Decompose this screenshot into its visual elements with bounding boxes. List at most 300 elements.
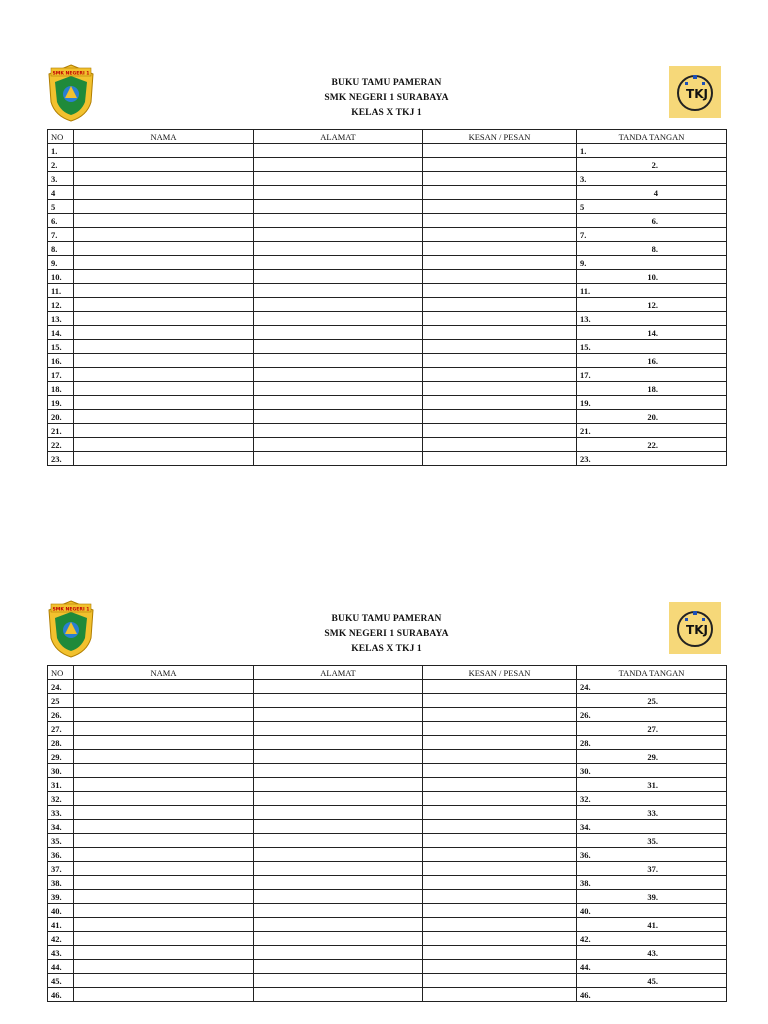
kesan-pesan-cell[interactable] <box>423 890 577 904</box>
table-row <box>48 946 727 960</box>
alamat-cell[interactable] <box>254 848 423 862</box>
no-cell: 16. <box>48 354 74 368</box>
alamat-cell[interactable] <box>254 242 423 256</box>
no-cell: 23. <box>48 452 74 466</box>
alamat-cell[interactable] <box>254 876 423 890</box>
kesan-pesan-cell[interactable] <box>423 298 577 312</box>
kesan-pesan-cell[interactable] <box>423 680 577 694</box>
school-name: SMK NEGERI 1 SURABAYA <box>324 629 449 639</box>
no-cell: 24. <box>48 680 74 694</box>
alamat-cell[interactable] <box>254 200 423 214</box>
kesan-pesan-cell[interactable] <box>423 452 577 466</box>
alamat-cell[interactable] <box>254 396 423 410</box>
alamat-cell[interactable] <box>254 750 423 764</box>
table-row <box>48 368 727 382</box>
alamat-cell[interactable] <box>254 918 423 932</box>
tanda-tangan-cell[interactable]: 11. <box>577 284 727 298</box>
no-cell: 34. <box>48 820 74 834</box>
table-row <box>48 820 727 834</box>
column-header-tanda-tangan: TANDA TANGAN <box>577 666 727 680</box>
no-cell: 18. <box>48 382 74 396</box>
table-row <box>48 284 727 298</box>
table-row <box>48 960 727 974</box>
no-cell: 32. <box>48 792 74 806</box>
alamat-cell[interactable] <box>254 326 423 340</box>
kesan-pesan-cell[interactable] <box>423 284 577 298</box>
table-row <box>48 932 727 946</box>
kesan-pesan-cell[interactable] <box>423 764 577 778</box>
alamat-cell[interactable] <box>254 340 423 354</box>
table-row <box>48 974 727 988</box>
alamat-cell[interactable] <box>254 312 423 326</box>
kesan-pesan-cell[interactable] <box>423 722 577 736</box>
table-row <box>48 256 727 270</box>
tanda-tangan-cell[interactable]: 14. <box>577 326 727 340</box>
kesan-pesan-cell[interactable] <box>423 778 577 792</box>
table-row <box>48 270 727 284</box>
tanda-tangan-cell[interactable]: 21. <box>577 424 727 438</box>
no-cell: 12. <box>48 298 74 312</box>
alamat-cell[interactable] <box>254 256 423 270</box>
nama-cell[interactable] <box>74 424 254 438</box>
kesan-pesan-cell[interactable] <box>423 340 577 354</box>
tanda-tangan-cell[interactable]: 7. <box>577 228 727 242</box>
alamat-cell[interactable] <box>254 708 423 722</box>
table-row <box>48 228 727 242</box>
alamat-cell[interactable] <box>254 736 423 750</box>
kesan-pesan-cell[interactable] <box>423 694 577 708</box>
alamat-cell[interactable] <box>254 368 423 382</box>
column-header-no: NO <box>48 130 74 144</box>
alamat-cell[interactable] <box>254 284 423 298</box>
alamat-cell[interactable] <box>254 806 423 820</box>
kesan-pesan-cell[interactable] <box>423 354 577 368</box>
kesan-pesan-cell[interactable] <box>423 820 577 834</box>
no-cell: 29. <box>48 750 74 764</box>
no-cell: 21. <box>48 424 74 438</box>
nama-cell[interactable] <box>74 354 254 368</box>
nama-cell[interactable] <box>74 312 254 326</box>
kesan-pesan-cell[interactable] <box>423 270 577 284</box>
alamat-cell[interactable] <box>254 410 423 424</box>
alamat-cell[interactable] <box>254 834 423 848</box>
nama-cell[interactable] <box>74 890 254 904</box>
no-cell: 43. <box>48 946 74 960</box>
guestbook-table <box>47 129 727 466</box>
kesan-pesan-cell[interactable] <box>423 256 577 270</box>
no-cell: 27. <box>48 722 74 736</box>
no-cell: 46. <box>48 988 74 1002</box>
nama-cell[interactable] <box>74 708 254 722</box>
no-cell: 41. <box>48 918 74 932</box>
nama-cell[interactable] <box>74 778 254 792</box>
table-row <box>48 186 727 200</box>
nama-cell[interactable] <box>74 326 254 340</box>
table-body <box>48 680 727 1002</box>
alamat-cell[interactable] <box>254 172 423 186</box>
table-row <box>48 988 727 1002</box>
table-row <box>48 708 727 722</box>
kesan-pesan-cell[interactable] <box>423 158 577 172</box>
nama-cell[interactable] <box>74 918 254 932</box>
alamat-cell[interactable] <box>254 778 423 792</box>
table-row <box>48 382 727 396</box>
table-row <box>48 904 727 918</box>
table-header-row <box>48 666 727 680</box>
table-row <box>48 890 727 904</box>
nama-cell[interactable] <box>74 228 254 242</box>
nama-cell[interactable] <box>74 214 254 228</box>
no-cell: 45. <box>48 974 74 988</box>
no-cell: 19. <box>48 396 74 410</box>
table-header-row <box>48 130 727 144</box>
nama-cell[interactable] <box>74 806 254 820</box>
tanda-tangan-cell[interactable]: 1. <box>577 144 727 158</box>
kesan-pesan-cell[interactable] <box>423 946 577 960</box>
table-row <box>48 452 727 466</box>
tanda-tangan-cell[interactable]: 9. <box>577 256 727 270</box>
no-cell: 25 <box>48 694 74 708</box>
nama-cell[interactable] <box>74 382 254 396</box>
no-cell: 13. <box>48 312 74 326</box>
tanda-tangan-cell[interactable]: 35. <box>577 834 727 848</box>
alamat-cell[interactable] <box>254 960 423 974</box>
kesan-pesan-cell[interactable] <box>423 200 577 214</box>
nama-cell[interactable] <box>74 848 254 862</box>
alamat-cell[interactable] <box>254 820 423 834</box>
nama-cell[interactable] <box>74 242 254 256</box>
alamat-cell[interactable] <box>254 186 423 200</box>
column-header-kesan-pesan: KESAN / PESAN <box>423 130 577 144</box>
alamat-cell[interactable] <box>254 974 423 988</box>
kesan-pesan-cell[interactable] <box>423 834 577 848</box>
kesan-pesan-cell[interactable] <box>423 242 577 256</box>
nama-cell[interactable] <box>74 750 254 764</box>
table-row <box>48 214 727 228</box>
nama-cell[interactable] <box>74 298 254 312</box>
alamat-cell[interactable] <box>254 722 423 736</box>
class-name: KELAS X TKJ 1 <box>351 644 422 654</box>
sheet-header <box>47 598 726 665</box>
table-row <box>48 340 727 354</box>
tanda-tangan-cell[interactable]: 16. <box>577 354 727 368</box>
nama-cell[interactable] <box>74 932 254 946</box>
table-row <box>48 298 727 312</box>
tanda-tangan-cell[interactable]: 6. <box>577 214 727 228</box>
table-row <box>48 764 727 778</box>
tanda-tangan-cell[interactable]: 29. <box>577 750 727 764</box>
table-row <box>48 694 727 708</box>
tanda-tangan-cell[interactable]: 18. <box>577 382 727 396</box>
nama-cell[interactable] <box>74 876 254 890</box>
tanda-tangan-cell[interactable]: 42. <box>577 932 727 946</box>
tanda-tangan-cell[interactable]: 46. <box>577 988 727 1002</box>
no-cell: 40. <box>48 904 74 918</box>
no-cell: 9. <box>48 256 74 270</box>
kesan-pesan-cell[interactable] <box>423 736 577 750</box>
nama-cell[interactable] <box>74 396 254 410</box>
table-row <box>48 158 727 172</box>
alamat-cell[interactable] <box>254 354 423 368</box>
tanda-tangan-cell[interactable]: 41. <box>577 918 727 932</box>
nama-cell[interactable] <box>74 792 254 806</box>
column-header-alamat: ALAMAT <box>254 666 423 680</box>
column-header-kesan-pesan: KESAN / PESAN <box>423 666 577 680</box>
tanda-tangan-cell[interactable]: 22. <box>577 438 727 452</box>
nama-cell[interactable] <box>74 904 254 918</box>
nama-cell[interactable] <box>74 144 254 158</box>
nama-cell[interactable] <box>74 764 254 778</box>
tanda-tangan-cell[interactable]: 25. <box>577 694 727 708</box>
svg-text:TKJ: TKJ <box>686 623 708 637</box>
no-cell: 1. <box>48 144 74 158</box>
no-cell: 37. <box>48 862 74 876</box>
kesan-pesan-cell[interactable] <box>423 214 577 228</box>
tanda-tangan-cell[interactable]: 28. <box>577 736 727 750</box>
column-header-alamat: ALAMAT <box>254 130 423 144</box>
document-title: BUKU TAMU PAMERAN <box>331 614 442 624</box>
tkj-logo <box>669 602 721 654</box>
kesan-pesan-cell[interactable] <box>423 438 577 452</box>
kesan-pesan-cell[interactable] <box>423 186 577 200</box>
tanda-tangan-cell[interactable]: 23. <box>577 452 727 466</box>
table-body <box>48 144 727 466</box>
no-cell: 15. <box>48 340 74 354</box>
kesan-pesan-cell[interactable] <box>423 960 577 974</box>
no-cell: 36. <box>48 848 74 862</box>
table-row <box>48 326 727 340</box>
tanda-tangan-cell[interactable]: 40. <box>577 904 727 918</box>
alamat-cell[interactable] <box>254 270 423 284</box>
kesan-pesan-cell[interactable] <box>423 862 577 876</box>
kesan-pesan-cell[interactable] <box>423 806 577 820</box>
tanda-tangan-cell[interactable]: 30. <box>577 764 727 778</box>
nama-cell[interactable] <box>74 200 254 214</box>
alamat-cell[interactable] <box>254 890 423 904</box>
svg-text:SMK NEGERI 1: SMK NEGERI 1 <box>52 607 90 613</box>
tanda-tangan-cell[interactable]: 32. <box>577 792 727 806</box>
kesan-pesan-cell[interactable] <box>423 410 577 424</box>
column-header-nama: NAMA <box>74 130 254 144</box>
tanda-tangan-cell[interactable]: 44. <box>577 960 727 974</box>
nama-cell[interactable] <box>74 186 254 200</box>
kesan-pesan-cell[interactable] <box>423 750 577 764</box>
guestbook-sheet-2 <box>47 598 726 1002</box>
alamat-cell[interactable] <box>254 680 423 694</box>
kesan-pesan-cell[interactable] <box>423 326 577 340</box>
table-row <box>48 918 727 932</box>
column-header-nama: NAMA <box>74 666 254 680</box>
no-cell: 14. <box>48 326 74 340</box>
kesan-pesan-cell[interactable] <box>423 974 577 988</box>
kesan-pesan-cell[interactable] <box>423 904 577 918</box>
nama-cell[interactable] <box>74 172 254 186</box>
kesan-pesan-cell[interactable] <box>423 848 577 862</box>
nama-cell[interactable] <box>74 270 254 284</box>
nama-cell[interactable] <box>74 680 254 694</box>
svg-text:SMK NEGERI 1: SMK NEGERI 1 <box>52 71 90 77</box>
nama-cell[interactable] <box>74 694 254 708</box>
table-row <box>48 242 727 256</box>
sheet-header <box>47 62 726 129</box>
alamat-cell[interactable] <box>254 424 423 438</box>
tanda-tangan-cell[interactable]: 10. <box>577 270 727 284</box>
no-cell: 4 <box>48 186 74 200</box>
tanda-tangan-cell[interactable]: 31. <box>577 778 727 792</box>
tanda-tangan-cell[interactable]: 2. <box>577 158 727 172</box>
document-title: BUKU TAMU PAMERAN <box>331 78 442 88</box>
class-name: KELAS X TKJ 1 <box>351 108 422 118</box>
table-row <box>48 144 727 158</box>
kesan-pesan-cell[interactable] <box>423 396 577 410</box>
alamat-cell[interactable] <box>254 438 423 452</box>
tanda-tangan-cell[interactable]: 24. <box>577 680 727 694</box>
kesan-pesan-cell[interactable] <box>423 144 577 158</box>
tanda-tangan-cell[interactable]: 12. <box>577 298 727 312</box>
column-header-tanda-tangan: TANDA TANGAN <box>577 130 727 144</box>
alamat-cell[interactable] <box>254 988 423 1002</box>
tanda-tangan-cell[interactable]: 4 <box>577 186 727 200</box>
guestbook-sheet-1 <box>47 62 726 466</box>
kesan-pesan-cell[interactable] <box>423 918 577 932</box>
alamat-cell[interactable] <box>254 214 423 228</box>
kesan-pesan-cell[interactable] <box>423 932 577 946</box>
tanda-tangan-cell[interactable]: 34. <box>577 820 727 834</box>
tanda-tangan-cell[interactable]: 37. <box>577 862 727 876</box>
table-row <box>48 806 727 820</box>
tanda-tangan-cell[interactable]: 38. <box>577 876 727 890</box>
table-row <box>48 778 727 792</box>
tanda-tangan-cell[interactable]: 17. <box>577 368 727 382</box>
nama-cell[interactable] <box>74 988 254 1002</box>
nama-cell[interactable] <box>74 820 254 834</box>
table-row <box>48 848 727 862</box>
nama-cell[interactable] <box>74 946 254 960</box>
nama-cell[interactable] <box>74 722 254 736</box>
nama-cell[interactable] <box>74 862 254 876</box>
tanda-tangan-cell[interactable]: 39. <box>577 890 727 904</box>
no-cell: 26. <box>48 708 74 722</box>
table-row <box>48 834 727 848</box>
no-cell: 2. <box>48 158 74 172</box>
nama-cell[interactable] <box>74 438 254 452</box>
nama-cell[interactable] <box>74 960 254 974</box>
tanda-tangan-cell[interactable]: 15. <box>577 340 727 354</box>
tanda-tangan-cell[interactable]: 20. <box>577 410 727 424</box>
alamat-cell[interactable] <box>254 904 423 918</box>
kesan-pesan-cell[interactable] <box>423 172 577 186</box>
no-cell: 42. <box>48 932 74 946</box>
sheet-titles <box>47 76 726 121</box>
no-cell: 35. <box>48 834 74 848</box>
tanda-tangan-cell[interactable]: 45. <box>577 974 727 988</box>
alamat-cell[interactable] <box>254 158 423 172</box>
kesan-pesan-cell[interactable] <box>423 792 577 806</box>
kesan-pesan-cell[interactable] <box>423 424 577 438</box>
no-cell: 3. <box>48 172 74 186</box>
no-cell: 5 <box>48 200 74 214</box>
tanda-tangan-cell[interactable]: 8. <box>577 242 727 256</box>
sheet-titles <box>47 612 726 657</box>
nama-cell[interactable] <box>74 284 254 298</box>
tanda-tangan-cell[interactable]: 33. <box>577 806 727 820</box>
kesan-pesan-cell[interactable] <box>423 876 577 890</box>
tanda-tangan-cell[interactable]: 19. <box>577 396 727 410</box>
kesan-pesan-cell[interactable] <box>423 368 577 382</box>
tanda-tangan-cell[interactable]: 5 <box>577 200 727 214</box>
table-row <box>48 680 727 694</box>
alamat-cell[interactable] <box>254 764 423 778</box>
nama-cell[interactable] <box>74 452 254 466</box>
no-cell: 39. <box>48 890 74 904</box>
tkj-logo <box>669 66 721 118</box>
no-cell: 44. <box>48 960 74 974</box>
table-row <box>48 424 727 438</box>
table-row <box>48 410 727 424</box>
no-cell: 28. <box>48 736 74 750</box>
table-row <box>48 876 727 890</box>
alamat-cell[interactable] <box>254 946 423 960</box>
table-row <box>48 722 727 736</box>
alamat-cell[interactable] <box>254 382 423 396</box>
no-cell: 30. <box>48 764 74 778</box>
tanda-tangan-cell[interactable]: 26. <box>577 708 727 722</box>
kesan-pesan-cell[interactable] <box>423 312 577 326</box>
no-cell: 7. <box>48 228 74 242</box>
alamat-cell[interactable] <box>254 792 423 806</box>
nama-cell[interactable] <box>74 834 254 848</box>
guestbook-table <box>47 665 727 1002</box>
school-name: SMK NEGERI 1 SURABAYA <box>324 93 449 103</box>
table-row <box>48 312 727 326</box>
tanda-tangan-cell[interactable]: 36. <box>577 848 727 862</box>
svg-text:TKJ: TKJ <box>686 87 708 101</box>
no-cell: 31. <box>48 778 74 792</box>
kesan-pesan-cell[interactable] <box>423 708 577 722</box>
no-cell: 6. <box>48 214 74 228</box>
nama-cell[interactable] <box>74 368 254 382</box>
no-cell: 17. <box>48 368 74 382</box>
alamat-cell[interactable] <box>254 932 423 946</box>
alamat-cell[interactable] <box>254 452 423 466</box>
tanda-tangan-cell[interactable]: 3. <box>577 172 727 186</box>
table-row <box>48 172 727 186</box>
nama-cell[interactable] <box>74 410 254 424</box>
nama-cell[interactable] <box>74 256 254 270</box>
kesan-pesan-cell[interactable] <box>423 228 577 242</box>
tanda-tangan-cell[interactable]: 43. <box>577 946 727 960</box>
nama-cell[interactable] <box>74 974 254 988</box>
nama-cell[interactable] <box>74 736 254 750</box>
alamat-cell[interactable] <box>254 862 423 876</box>
tanda-tangan-cell[interactable]: 27. <box>577 722 727 736</box>
alamat-cell[interactable] <box>254 144 423 158</box>
nama-cell[interactable] <box>74 158 254 172</box>
kesan-pesan-cell[interactable] <box>423 988 577 1002</box>
tanda-tangan-cell[interactable]: 13. <box>577 312 727 326</box>
alamat-cell[interactable] <box>254 694 423 708</box>
kesan-pesan-cell[interactable] <box>423 382 577 396</box>
no-cell: 22. <box>48 438 74 452</box>
table-row <box>48 792 727 806</box>
alamat-cell[interactable] <box>254 228 423 242</box>
table-row <box>48 396 727 410</box>
column-header-no: NO <box>48 666 74 680</box>
nama-cell[interactable] <box>74 340 254 354</box>
no-cell: 38. <box>48 876 74 890</box>
table-row <box>48 862 727 876</box>
alamat-cell[interactable] <box>254 298 423 312</box>
